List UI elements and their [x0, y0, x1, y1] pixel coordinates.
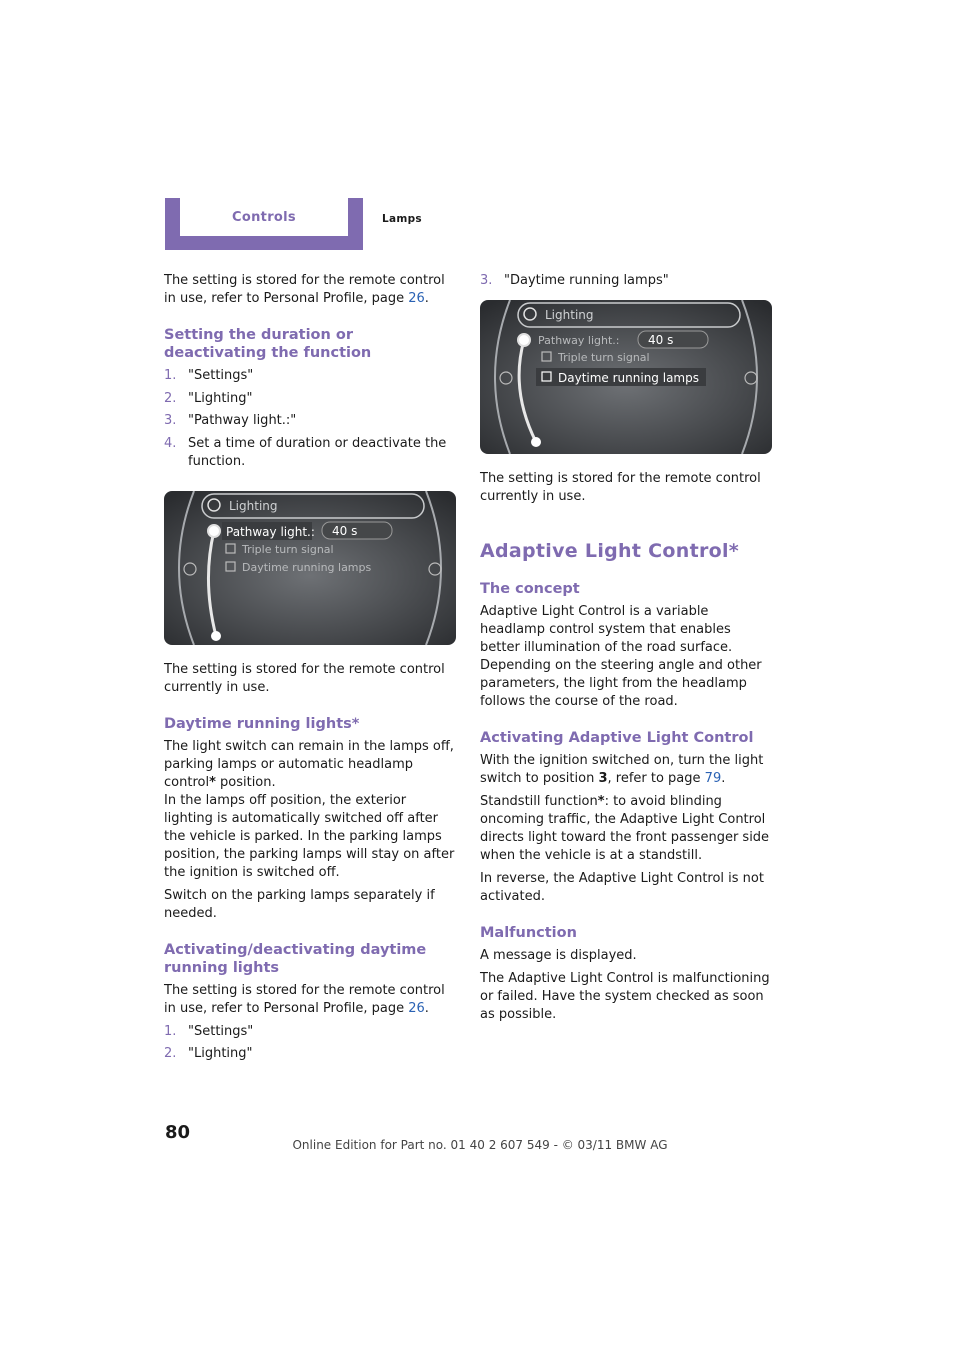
paragraph: In reverse, the Adaptive Light Control is not activated. [480, 871, 764, 904]
paragraph: The setting is stored for the remote control currently in use. [164, 661, 445, 695]
list-item: 3. "Daytime running lamps" [480, 273, 669, 288]
svg-text:Pathway light.:: Pathway light.: [538, 334, 620, 347]
steps-daytime-cont [480, 272, 772, 290]
paragraph: The Adaptive Light Control is malfunctioning or failed. Have the system checked as soon as possible. [480, 971, 770, 1022]
list-item: 4. Set a time of duration or deactivate the function. [164, 435, 447, 469]
intro-paragraph: The setting is stored for the remote control in use, refer to Personal Profile, page 26. [164, 273, 445, 306]
right-column [480, 272, 772, 1029]
heading-daytime-running-lights: Daytime running lights* [164, 715, 360, 732]
steps-duration [164, 367, 456, 471]
page-link-79[interactable]: 79 [704, 771, 722, 786]
svg-text:Lighting: Lighting [229, 498, 278, 513]
paragraph: Switch on the parking lamps separately if needed. [164, 887, 435, 921]
heading-activating-daytime: Activating/deactivating daytime running lights [164, 941, 427, 976]
steps-daytime [164, 1023, 456, 1064]
display-screenshot-daytime [480, 300, 772, 454]
list-item: 2. "Lighting" [164, 1046, 253, 1061]
paragraph: A message is displayed. [480, 948, 637, 963]
heading-duration: Setting the duration or deactivating the function [164, 327, 372, 361]
paragraph: The setting is stored for the remote control currently in use. [480, 471, 761, 504]
list-item: 3. "Pathway light.:" [164, 413, 297, 428]
heading-concept: The concept [480, 581, 580, 597]
svg-text:Daytime running lamps: Daytime running lamps [242, 560, 372, 574]
list-item: 1. "Settings" [164, 1023, 254, 1039]
svg-text:Triple turn signal: Triple turn signal [242, 542, 334, 556]
display-screenshot-pathway [164, 491, 456, 645]
section-title: Controls [180, 198, 348, 236]
paragraph: Standstill function*: to avoid blinding oncoming traffic, the Adaptive Light Control directs light toward the front passenger side when the vehicle is at a standstill. [480, 794, 770, 863]
svg-text:Daytime running lamps: Daytime running lamps [558, 371, 699, 385]
heading-malfunction: Malfunction [480, 925, 577, 941]
paragraph: Adaptive Light Control is a variable headlamp control system that enables better illumination of the road surface. Depending on the steering angle and other parameters, the light from the headlamp follows the course of the road. [480, 604, 762, 709]
page-link-26[interactable]: 26 [408, 291, 425, 306]
footer-edition: Online Edition for Part no. 01 40 2 607 549 - © 03/11 BMW AG [292, 1138, 668, 1152]
page-number: 80 [165, 1122, 191, 1143]
paragraph: The setting is stored for the remote control in use, refer to Personal Profile, page 26. [164, 982, 445, 1016]
svg-text:Lighting: Lighting [545, 308, 594, 322]
svg-text:Pathway light.:: Pathway light.: [226, 524, 315, 539]
chapter-title: Lamps [382, 213, 422, 225]
svg-text:40 s: 40 s [648, 333, 674, 347]
left-column [164, 272, 456, 1068]
paragraph: The light switch can remain in the lamps off, parking lamps or automatic headlamp control* position. [164, 738, 454, 790]
list-item: 1. "Settings" [164, 368, 254, 383]
svg-text:Triple turn signal: Triple turn signal [558, 351, 650, 364]
page-link-26[interactable]: 26 [408, 1000, 425, 1016]
list-item: 2. "Lighting" [164, 390, 253, 406]
heading-activating-alc: Activating Adaptive Light Control [480, 730, 754, 746]
svg-text:40 s: 40 s [332, 523, 358, 538]
heading-adaptive-light-control: Adaptive Light Control* [480, 540, 740, 562]
paragraph: With the ignition switched on, turn the light switch to position 3, refer to page 79. [480, 753, 764, 786]
paragraph: In the lamps off position, the exterior lighting is automatically switched off after the vehicle is parked. In the parking lamps position, the parking lamps will stay on after the ignition is switched off. [164, 792, 455, 880]
